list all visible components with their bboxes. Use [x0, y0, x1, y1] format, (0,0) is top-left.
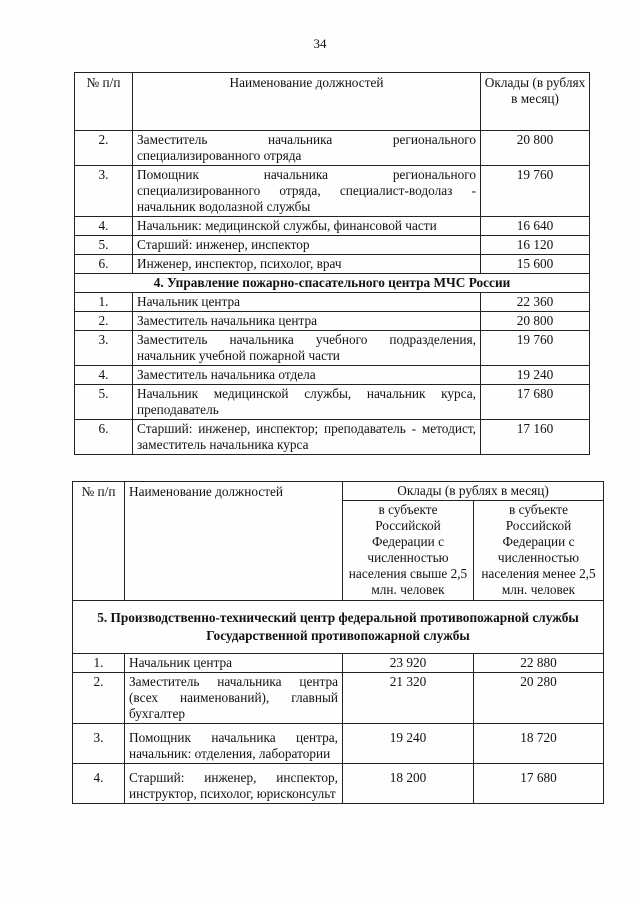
- row-num: 4.: [73, 764, 125, 804]
- row-position: Заместитель начальника учебного подразделения, начальник учебной пожарной части: [133, 331, 481, 366]
- header-name: Наименование должностей: [133, 73, 481, 131]
- row-position: Начальник: медицинской службы, финансовой части: [133, 217, 481, 236]
- row-salary: 17 680: [481, 385, 590, 420]
- row-salary: 22 360: [481, 293, 590, 312]
- row-salary: 19 760: [481, 166, 590, 217]
- table-row: [75, 217, 590, 236]
- row-position: Начальник центра: [125, 654, 343, 673]
- table-row: [75, 131, 590, 166]
- row-salary: 19 760: [481, 331, 590, 366]
- row-num: 2.: [75, 131, 133, 166]
- row-position: Заместитель начальника центра: [133, 312, 481, 331]
- section-header-row: [75, 274, 590, 293]
- row-salary: 16 120: [481, 236, 590, 255]
- table-row: [75, 331, 590, 366]
- table-header-row: [73, 482, 604, 501]
- row-salary: 16 640: [481, 217, 590, 236]
- row-salary-under: 18 720: [474, 724, 604, 764]
- row-num: 3.: [75, 166, 133, 217]
- row-num: 5.: [75, 385, 133, 420]
- row-num: 3.: [75, 331, 133, 366]
- row-position: Старший: инженер, инспектор; преподаватель - методист, заместитель начальника курса: [133, 420, 481, 455]
- row-salary: 19 240: [481, 366, 590, 385]
- table-row: [75, 312, 590, 331]
- salary-table-top: [74, 72, 590, 455]
- header-under-2-5-million: в субъекте Российской Федерации с численностью населения менее 2,5 млн. человек: [474, 501, 604, 601]
- table-row: [73, 673, 604, 724]
- row-salary-under: 17 680: [474, 764, 604, 804]
- row-position: Старший: инженер, инспектор, инструктор, психолог, юрисконсульт: [125, 764, 343, 804]
- row-num: 1.: [75, 293, 133, 312]
- row-salary-over: 19 240: [343, 724, 474, 764]
- header-salary: Оклады (в рублях в месяц): [481, 73, 590, 131]
- row-salary: 20 800: [481, 312, 590, 331]
- row-salary-over: 21 320: [343, 673, 474, 724]
- row-num: 6.: [75, 255, 133, 274]
- row-position: Инженер, инспектор, психолог, врач: [133, 255, 481, 274]
- row-salary: 20 800: [481, 131, 590, 166]
- row-num: 2.: [73, 673, 125, 724]
- table-row: [75, 293, 590, 312]
- row-position: Помощник начальника центра, начальник: отделения, лаборатории: [125, 724, 343, 764]
- header-num: № п/п: [75, 73, 133, 131]
- row-position: Начальник центра: [133, 293, 481, 312]
- row-num: 4.: [75, 217, 133, 236]
- table-row: [75, 236, 590, 255]
- header-name: Наименование должностей: [125, 482, 343, 601]
- table-row: [75, 420, 590, 455]
- section-4-title: 4. Управление пожарно-спасательного центра МЧС России: [75, 274, 590, 293]
- row-position: Начальник медицинской службы, начальник курса, преподаватель: [133, 385, 481, 420]
- row-num: 5.: [75, 236, 133, 255]
- section-5-title: 5. Производственно-технический центр федеральной противопожарной службы Государственной противопожарной службы: [73, 601, 604, 654]
- row-salary: 15 600: [481, 255, 590, 274]
- section-header-row: [73, 601, 604, 654]
- table-header-row: [75, 73, 590, 131]
- header-over-2-5-million: в субъекте Российской Федерации с численностью населения свыше 2,5 млн. человек: [343, 501, 474, 601]
- table-row: [73, 724, 604, 764]
- row-position: Старший: инженер, инспектор: [133, 236, 481, 255]
- header-salary: Оклады (в рублях в месяц): [343, 482, 604, 501]
- header-num: № п/п: [73, 482, 125, 601]
- row-salary-under: 20 280: [474, 673, 604, 724]
- row-position: Помощник начальника регионального специализированного отряда, специалист-водолаз - начальник водолазной службы: [133, 166, 481, 217]
- table-row: [75, 366, 590, 385]
- row-position: Заместитель начальника регионального специализированного отряда: [133, 131, 481, 166]
- row-salary-over: 18 200: [343, 764, 474, 804]
- table-row: [75, 166, 590, 217]
- row-position: Заместитель начальника центра (всех наименований), главный бухгалтер: [125, 673, 343, 724]
- row-num: 6.: [75, 420, 133, 455]
- row-num: 1.: [73, 654, 125, 673]
- row-salary-under: 22 880: [474, 654, 604, 673]
- row-salary-over: 23 920: [343, 654, 474, 673]
- page-number: 34: [313, 36, 327, 51]
- table-row: [73, 764, 604, 804]
- row-position: Заместитель начальника отдела: [133, 366, 481, 385]
- row-num: 2.: [75, 312, 133, 331]
- row-num: 3.: [73, 724, 125, 764]
- table-row: [73, 654, 604, 673]
- row-num: 4.: [75, 366, 133, 385]
- table-row: [75, 255, 590, 274]
- row-salary: 17 160: [481, 420, 590, 455]
- table-row: [75, 385, 590, 420]
- salary-table-bottom: [72, 481, 604, 804]
